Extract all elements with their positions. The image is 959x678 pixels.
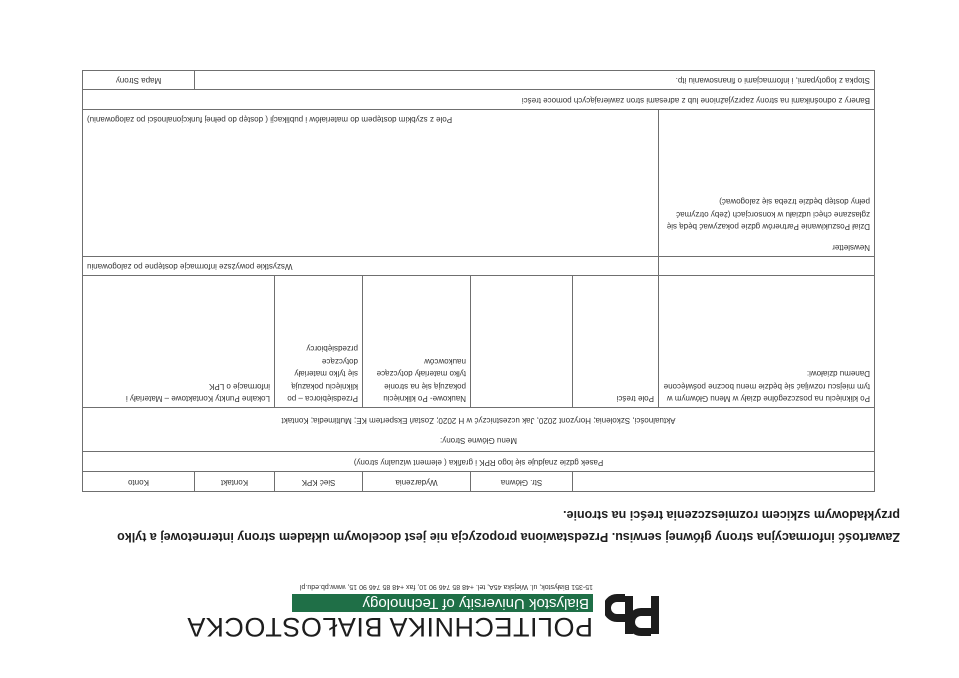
side-menu-description: Po kliknięciu na poszczególne działy w Menu Głównym w tym miejscu rozwijać się będzie menu boczne poświęcone Danemu działowi: [659,276,875,408]
nav-item-kpk-network[interactable]: Sieć KPK [275,472,363,492]
content-row [83,276,875,408]
newsletter-label: Newsletter [832,243,870,252]
pb-logo-icon [605,592,667,638]
main-menu-items: Aktualności, Szkolenia; Horyzont 2020, Jak uczestniczyć w H 2020; Zostań Ekspertem KE; Multimedia; Kontakt [281,416,676,425]
sitemap-link[interactable]: Mapa Strony [83,71,195,91]
login-note: Wszystkie powyższe informacje dostępne po zalogowaniu [83,257,659,277]
partner-search-note: Dział Poszukiwanie Partnerów gdzie pokazywać będą się zgłaszane chęci udziału w konsorcjach (żeby otrzymać pełny dostęp będzie trzeba się zalogować) [666,197,870,232]
newsletter-cell [659,110,875,257]
nav-empty-cell [573,472,875,492]
newsletter-row [83,110,875,257]
nav-item-contact[interactable]: Kontakt [195,472,275,492]
quick-access-field: Pole z szybkim dostępem do materiałów i publikacji ( dostęp do pełnej funkcjonalności po zalogowaniu) [83,110,659,257]
logo-address: 15-351 Białystok, ul. Wiejska 45A, tel. +48 85 746 90 10, fax +48 85 746 90 15, www.pb.edu.pl [299,583,593,590]
logo-bar-description: Pasek gdzie znajduje się logo RPK i grafika ( element wizualny strony) [83,452,875,472]
main-menu-cell [83,408,875,452]
nav-item-home[interactable]: Str. Główna [471,472,573,492]
filter-entrepreneurs: Przedsiębiorca – po kliknięciu pokazują się tylko materiały dotyczące przedsiębiorcy [275,276,363,408]
filter-local-contact-points: Lokalne Punkty Kontaktowe – Materiały i informacje o LPK [83,276,275,408]
nav-row [83,472,875,492]
footer-description: Stopka z logotypami, i informacjami o finansowaniu itp. [195,71,875,91]
filter-scientists: Naukowe- Po kliknięciu pokazują się na stronie tylko materiały dotyczące naukowców [363,276,471,408]
logo-name-en: Bialystok University of Technology [292,594,593,612]
layout-sketch-table [82,70,875,492]
nav-item-account[interactable]: Konto [83,472,195,492]
nav-item-events[interactable]: Wydarzenia [363,472,471,492]
banners-row: Banery z odnośnikami na strony zaprzyjaźnione lub z adresami stron zawierających pomoce treści [83,90,875,110]
page-heading: Zawartość informacyjna strony głównej serwisu. Przedstawiona propozycja nie jest docelowym układem strony internetowej a tylko przykładowym szkicem rozmieszczenia treści na stronie. [117,508,900,544]
logo-name: POLITECHNIKA BIAŁOSTOCKA [186,612,593,642]
content-field: Pole treści [573,276,659,408]
main-menu-title: Menu Główne Strony: [440,436,517,446]
content-spacer [471,276,573,408]
login-note-spacer [659,257,875,277]
